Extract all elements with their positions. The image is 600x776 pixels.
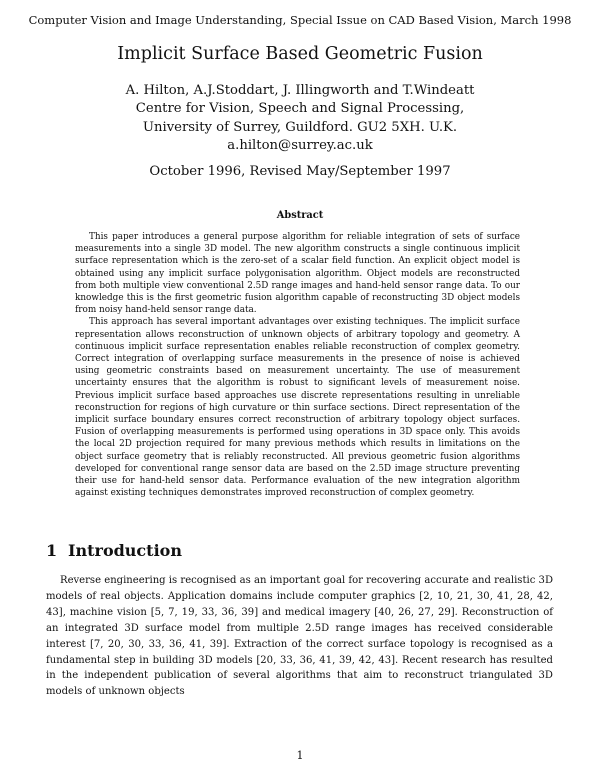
affiliation-line-2: University of Surrey, Guildford. GU2 5XH. U.K. xyxy=(142,119,458,135)
abstract-paragraph-2: This approach has several important advantages over existing techniques. The implicit surface representation allows reconstruction of unknown objects of arbitrary topology and geometry. A continuous implicit surface representation enables reliable reconstruction of complex geometry. Correct integration of overlapping surface measurements in the presence of noise is achieved using geometric constraints based on measurement uncertainty. The use of measurement uncertainty ensures that the algorithm is robust to significant levels of measurement noise. Previous implicit surface based approaches use discrete representations resulting in unreliable reconstruction for regions of high curvature or thin surface sections. Direct representation of the implicit surface boundary ensures correct reconstruction of arbitrary topology object surfaces. Fusion of overlapping measurements is performed using operations in 3D space only. This avoids the local 2D projection required for many previous methods which results in limitations on the object surface geometry that is reliably reconstructed. All previous geometric fusion algorithms developed for conventional range sensor data are based on the 2.5D image structure preventing their use for hand-held sensor data. Performance evaluation of the new integration algorithm against existing techniques demonstrates improved reconstruction of complex geometry. xyxy=(75,317,520,499)
section-number: 1 xyxy=(46,541,58,560)
section-heading xyxy=(46,541,182,560)
introduction-paragraph: Reverse engineering is recognised as an important goal for recovering accurate and realistic 3D models of real objects. Application domains include computer graphics [2, 10, 21, 30, 41, 28, 42, 43], machine vision [5, 7, 19, 33, 36, 39] and medical imagery [40, 26, 27, 29]. Reconstruction of an integrated 3D surface model from multiple 2.5D range images has received considerable interest [7, 20, 30, 33, 36, 41, 39]. Extraction of the correct surface topology is recognised as a fundamental step in building 3D models [20, 33, 36, 41, 39, 42, 43]. Recent research has resulted in the independent publication of several algorithms that aim to reconstruct triangulated 3D models of unknown objects xyxy=(46,575,553,698)
abstract-body xyxy=(75,231,520,499)
abstract-paragraph-1: This paper introduces a general purpose algorithm for reliable integration of sets of surface measurements into a single 3D model. The new algorithm constructs a single continuous implicit surface representation which is the zero-set of a scalar field function. An explicit object model is obtained using any implicit surface polygonisation algorithm. Object models are reconstructed from both multiple view conventional 2.5D range images and hand-held sensor range data. To our knowledge this is the first geometric fusion algorithm capable of reconstructing 3D object models from noisy hand-held sensor range data. xyxy=(75,232,520,316)
author-block xyxy=(0,82,600,155)
affiliation-line-1: Centre for Vision, Speech and Signal Processing, xyxy=(135,101,465,117)
abstract-heading: Abstract xyxy=(276,210,324,221)
paper-title: Implicit Surface Based Geometric Fusion xyxy=(117,44,483,64)
introduction-body xyxy=(46,573,553,700)
author-names: A. Hilton, A.J.Stoddart, J. Illingworth and T.Windeatt xyxy=(125,83,475,98)
section-title: Introduction xyxy=(68,541,182,560)
running-header: Computer Vision and Image Understanding, Special Issue on CAD Based Vision, March 1998 xyxy=(28,13,572,27)
page-number: 1 xyxy=(296,749,304,762)
paper-date: October 1996, Revised May/September 1997 xyxy=(149,164,451,179)
author-email: a.hilton@surrey.ac.uk xyxy=(227,137,373,153)
